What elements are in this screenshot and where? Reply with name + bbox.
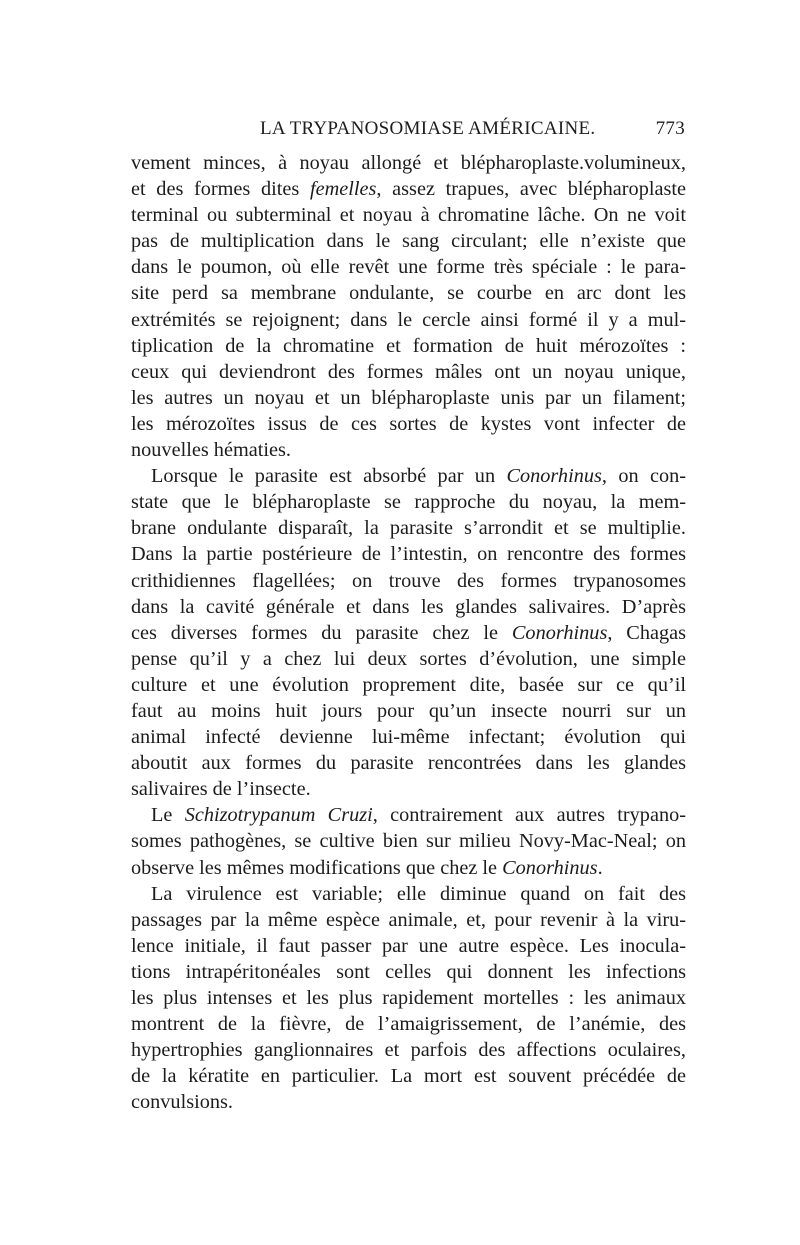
text-line — [131, 698, 686, 724]
text-line — [131, 1037, 686, 1063]
text-line — [131, 959, 686, 985]
running-title: LA TRYPANOSOMIASE AMÉRICAINE. — [260, 118, 596, 139]
text-line — [131, 594, 686, 620]
text-line — [131, 985, 686, 1011]
text-line — [131, 541, 686, 567]
text-line — [131, 359, 686, 385]
text-segment: lence initiale, il faut passer par une autre espèce. Les inocula- — [131, 934, 686, 957]
text-line — [131, 828, 686, 854]
paragraph — [131, 150, 686, 463]
text-segment: montrent de la fièvre, de l’amaigrissement, de l’anémie, des — [131, 1013, 686, 1036]
text-segment: extrémités se rejoignent; dans le cercle ainsi formé il y a mul- — [131, 308, 686, 331]
text-line — [131, 933, 686, 959]
text-line — [131, 176, 686, 202]
running-head — [130, 118, 685, 144]
text-line — [131, 411, 686, 437]
text-segment: site perd sa membrane ondulante, se courbe en arc dont les — [131, 282, 686, 305]
text-segment: Le — [151, 804, 185, 827]
text-segment: tiplication de la chromatine et formation de huit mérozoïtes : — [131, 334, 686, 357]
text-line — [131, 307, 686, 333]
text-segment: , Chagas — [607, 621, 686, 644]
text-line — [131, 881, 686, 907]
text-segment: somes pathogènes, se cultive bien sur milieu Novy-Mac-Neal; on — [131, 830, 686, 853]
text-line — [131, 672, 686, 698]
body-text — [131, 150, 686, 1115]
text-segment: dans le poumon, où elle revêt une forme très spéciale : le para- — [131, 256, 686, 279]
text-line — [131, 489, 686, 515]
text-line — [131, 568, 686, 594]
text-line — [131, 724, 686, 750]
text-segment: culture et une évolution proprement dite, basée sur ce qu’il — [131, 673, 686, 696]
text-segment: les mérozoïtes issus de ces sortes de kystes vont infecter de — [131, 412, 686, 435]
text-segment: de la kératite en particulier. La mort est souvent précédée de — [131, 1065, 686, 1088]
text-segment: state que le blépharoplaste se rapproche du noyau, la mem- — [131, 491, 686, 514]
text-segment: nouvelles hématies. — [131, 439, 291, 462]
text-segment: ces diverses formes du parasite chez le — [131, 621, 512, 644]
text-segment: et des formes dites — [131, 178, 310, 201]
text-segment: Lorsque le parasite est absorbé par un — [151, 465, 507, 488]
italic-text: Conorhinus — [506, 465, 602, 488]
text-segment: vement minces, à noyau allongé et blépharoplaste.volumineux, — [131, 152, 686, 174]
text-segment: , assez trapues, avec blépharoplaste — [376, 178, 686, 201]
text-line — [131, 750, 686, 776]
text-segment: tions intrapéritonéales sont celles qui donnent les infections — [131, 960, 686, 983]
text-line — [131, 280, 686, 306]
text-segment: pense qu’il y a chez lui deux sortes d’évolution, une simple — [131, 647, 686, 670]
text-line — [131, 150, 686, 176]
text-segment: aboutit aux formes du parasite rencontrées dans les glandes — [131, 752, 686, 775]
text-segment: terminal ou subterminal et noyau à chromatine lâche. On ne voit — [131, 204, 686, 227]
text-line — [131, 254, 686, 280]
text-segment: hypertrophies ganglionnaires et parfois des affections oculaires, — [131, 1039, 686, 1062]
text-line — [131, 646, 686, 672]
text-line — [131, 1063, 686, 1089]
italic-text: femelles — [309, 178, 377, 201]
text-segment: convulsions. — [131, 1091, 233, 1114]
italic-text: Conorhinus — [511, 621, 608, 644]
paragraph — [131, 463, 686, 802]
text-segment: . — [597, 856, 603, 879]
text-segment: brane ondulante disparaît, la parasite s’arrondit et se multiplie. — [131, 517, 686, 540]
text-line — [131, 228, 686, 254]
text-segment: les autres un noyau et un blépharoplaste unis par un filament; — [131, 386, 686, 409]
page-number: 773 — [655, 118, 685, 139]
text-line — [131, 515, 686, 541]
text-line — [131, 463, 686, 489]
text-segment: , on con- — [601, 465, 686, 488]
text-line — [131, 333, 686, 359]
text-line — [131, 802, 686, 828]
text-line — [131, 1011, 686, 1037]
text-segment: Dans la partie postérieure de l’intestin, on rencontre des formes — [131, 543, 686, 566]
text-segment: salivaires de l’insecte. — [131, 778, 311, 801]
text-line — [131, 1089, 686, 1115]
text-segment: passages par la même espèce animale, et, pour revenir à la viru- — [131, 908, 686, 931]
text-line — [131, 620, 686, 646]
text-segment: pas de multiplication dans le sang circulant; elle n’existe que — [131, 230, 686, 253]
paragraph — [131, 802, 686, 880]
text-segment: les plus intenses et les plus rapidement mortelles : les animaux — [131, 987, 686, 1009]
italic-text: Conorhinus — [502, 856, 598, 879]
text-segment: dans la cavité générale et dans les glandes salivaires. D’après — [131, 595, 686, 618]
paragraph — [131, 881, 686, 1116]
text-segment: ceux qui deviendront des formes mâles ont un noyau unique, — [131, 360, 686, 383]
text-line — [131, 202, 686, 228]
text-segment: animal infecté devienne lui-même infectant; évolution qui — [131, 726, 686, 749]
italic-text: Schizotrypanum Cruzi — [184, 804, 373, 827]
text-line — [131, 437, 686, 463]
text-segment: faut au moins huit jours pour qu’un insecte nourri sur un — [131, 699, 686, 722]
text-segment: crithidiennes flagellées; on trouve des formes trypanosomes — [131, 569, 686, 592]
text-segment: , contrairement aux autres trypano- — [372, 804, 686, 827]
text-line — [131, 855, 686, 881]
text-line — [131, 907, 686, 933]
text-segment: observe les mêmes modifications que chez le — [131, 856, 503, 879]
text-line — [131, 385, 686, 411]
text-segment: La virulence est variable; elle diminue quand on fait des — [151, 882, 686, 905]
text-line — [131, 776, 686, 802]
